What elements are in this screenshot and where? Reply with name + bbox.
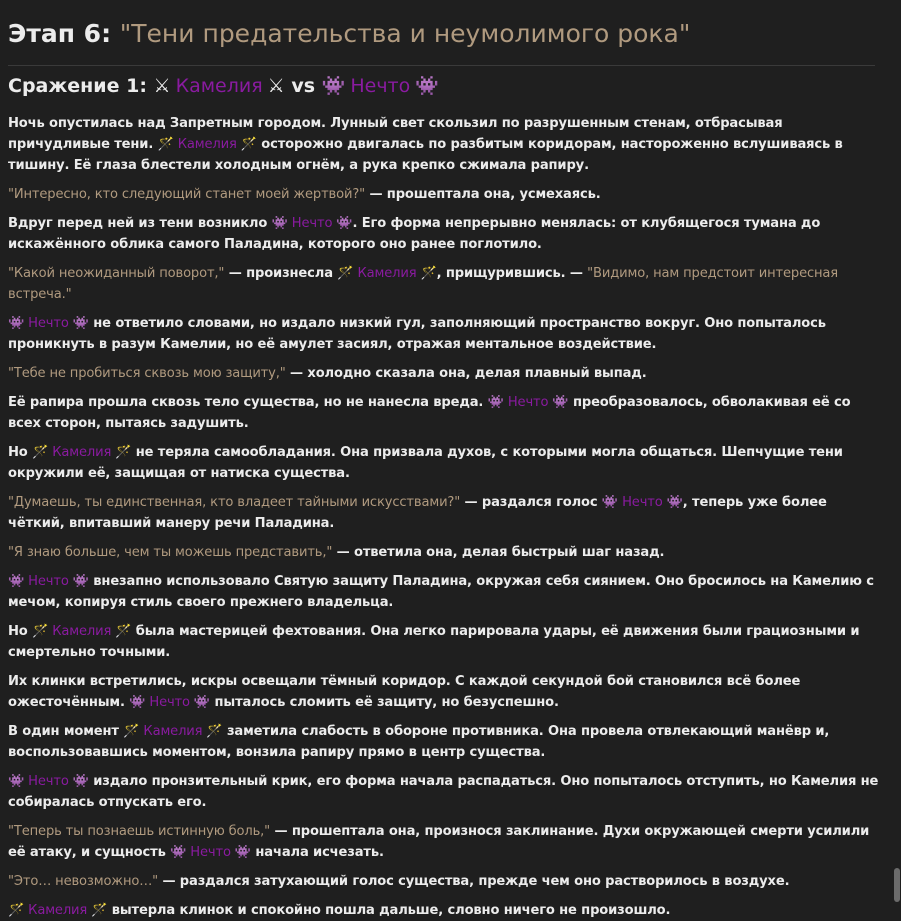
- fighter-name-b: Нечто: [350, 75, 411, 97]
- narration-text: — раздался затухающий голос существа, прежде чем оно растворилось в воздухе.: [158, 874, 790, 889]
- story-paragraph: [8, 442, 883, 484]
- alien-monster-icon: 👾: [271, 216, 288, 231]
- alien-monster-icon: 👾: [666, 495, 683, 510]
- alien-monster-icon: 👾: [72, 774, 89, 789]
- alien-monster-icon: 👾: [8, 316, 25, 331]
- alien-monster-icon: 👾: [72, 574, 89, 589]
- alien-monster-icon: 👾: [129, 695, 146, 710]
- narration-text: Их клинки встретились, искры освещали тёмный коридор. С каждой секундой бой становился всё более ожесточённым.: [8, 674, 801, 710]
- narration-text: . Его форма непрерывно менялась: от клубящегося тумана до искажённого облика самого Паладина, которого оно ранее поглотило.: [8, 216, 821, 252]
- wand-icon: 🪄: [206, 724, 223, 739]
- narration-text: — произнесла: [224, 266, 338, 281]
- narration-text: заметила слабость в обороне противника. Она провела отвлекающий манёвр и, воспользовавшись моментом, вонзила рапиру прямо в центр существа.: [8, 724, 830, 760]
- scrollbar-track[interactable]: [893, 0, 901, 914]
- character-name: Нечто: [287, 216, 337, 231]
- dialogue-quote: "Интересно, кто следующий станет моей жертвой?": [8, 187, 366, 202]
- versus-label: vs: [291, 75, 316, 97]
- alien-monster-icon: 👾: [487, 395, 504, 410]
- alien-monster-icon: 👾: [552, 395, 569, 410]
- character-name: Нечто: [24, 774, 73, 789]
- character-name: Нечто: [145, 695, 194, 710]
- narration-text: преобразовалось, обволакивая её со всех сторон, пытаясь задушить.: [8, 395, 851, 431]
- character-name: Нечто: [24, 316, 73, 331]
- dialogue-quote: "Я знаю больше, чем ты можешь представить,": [8, 545, 333, 560]
- narration-text: — ответила она, делая быстрый шаг назад.: [332, 545, 665, 560]
- narration-text: — раздался голос: [460, 495, 602, 510]
- wand-icon: 🪄: [8, 903, 25, 918]
- wand-icon: 🪄: [91, 903, 108, 918]
- dialogue-quote: "Это… невозможно…": [8, 874, 159, 889]
- wand-icon: 🪄: [115, 445, 132, 460]
- story-paragraph: [8, 213, 883, 255]
- narration-text: — прошептала она, усмехаясь.: [365, 187, 601, 202]
- story-paragraph: [8, 363, 883, 384]
- alien-monster-icon: 👾: [601, 495, 619, 510]
- story-paragraph: [8, 571, 883, 613]
- story-paragraph: [8, 313, 883, 355]
- narration-text: не теряла самообладания. Она призвала духов, с которыми могла общаться. Шепчущие тени окружили её, защищая от натиска существа.: [8, 445, 843, 481]
- story-paragraph: [8, 113, 883, 176]
- wand-icon: 🪄: [115, 624, 132, 639]
- story-paragraph: [8, 492, 883, 534]
- wand-icon: 🪄: [240, 137, 257, 152]
- scrollbar-thumb[interactable]: [894, 868, 900, 902]
- character-name: Камелия: [24, 903, 92, 918]
- alien-monster-icon: 👾: [193, 695, 211, 710]
- fighter-name-a: Камелия: [175, 75, 263, 97]
- narration-text: Ночь опустилась над Запретным городом. Лунный свет скользил по разрушенным стенам, отбрасывая причудливые тени.: [8, 116, 783, 152]
- character-name: Нечто: [24, 574, 73, 589]
- story-paragraph: [8, 721, 883, 763]
- narration-text: В один момент: [8, 724, 124, 739]
- story-paragraph: [8, 671, 883, 713]
- divider: [8, 65, 875, 66]
- character-name: Нечто: [618, 495, 667, 510]
- narration-text: осторожно двигалась по разбитым коридорам, настороженно вслушиваясь в тишину. Её глаза блестели холодным огнём, а рука крепко сжимала рапиру.: [8, 137, 843, 173]
- story-paragraph: [8, 392, 883, 434]
- dialogue-quote: "Теперь ты познаешь истинную боль,": [8, 824, 271, 839]
- story-paragraph: [8, 621, 883, 663]
- narration-text: Но: [8, 624, 33, 639]
- dialogue-quote: "Тебе не пробиться сквозь мою защиту,": [8, 366, 286, 381]
- wand-icon: 🪄: [420, 266, 437, 281]
- story-paragraph: [8, 871, 883, 892]
- wand-icon: 🪄: [123, 724, 140, 739]
- character-name: Камелия: [353, 266, 421, 281]
- character-name: Камелия: [48, 445, 116, 460]
- character-name: Нечто: [503, 395, 553, 410]
- narration-text: — холодно сказала она, делая плавный выпад.: [285, 366, 647, 381]
- wand-icon: 🪄: [32, 624, 49, 639]
- wand-icon: ⚔: [153, 75, 171, 97]
- character-name: Нечто: [186, 845, 235, 860]
- narration-text: , теперь уже более чёткий, впитавший манеру речи Паладина.: [8, 495, 827, 531]
- wand-icon: 🪄: [337, 266, 354, 281]
- story-paragraph: [8, 900, 883, 921]
- alien-monster-icon: 👾: [415, 75, 439, 97]
- wand-icon: 🪄: [32, 445, 49, 460]
- story-paragraph: [8, 771, 883, 813]
- stage-title-quote: "Тени предательства и неумолимого рока": [119, 19, 691, 48]
- alien-monster-icon: 👾: [8, 774, 25, 789]
- battle-heading: [8, 69, 883, 103]
- battle-prefix: Сражение 1:: [8, 75, 154, 97]
- alien-monster-icon: 👾: [72, 316, 89, 331]
- narration-text: была мастерицей фехтования. Она легко парировала удары, её движения были грациозными и смертельно точными.: [8, 624, 860, 660]
- stage-title: [8, 14, 883, 54]
- alien-monster-icon: 👾: [8, 574, 25, 589]
- alien-monster-icon: 👾: [234, 845, 251, 860]
- story-paragraph: [8, 184, 883, 205]
- stage-title-prefix: Этап 6:: [8, 19, 120, 48]
- story-paragraph: [8, 263, 883, 305]
- character-name: Камелия: [48, 624, 116, 639]
- alien-monster-icon: 👾: [321, 75, 346, 97]
- narration-text: — прошептала она, произнося заклинание. Духи окружающей смерти усилили её атаку, и сущность: [8, 824, 870, 860]
- narration-text: пыталось сломить её защиту, но безуспешно.: [210, 695, 559, 710]
- narration-text: внезапно использовало Святую защиту Паладина, окружая себя сиянием. Оно бросилось на Камелию с мечом, копируя стиль своего прежнего владельца.: [8, 574, 874, 610]
- narration-text: вытерла клинок и спокойно пошла дальше, словно ничего не произошло.: [107, 903, 671, 918]
- narration-text: начала исчезать.: [251, 845, 384, 860]
- wand-icon: ⚔: [267, 75, 285, 97]
- dialogue-quote: "Какой неожиданный поворот,": [8, 266, 225, 281]
- narration-text: , прищурившись. —: [436, 266, 588, 281]
- narration-text: не ответило словами, но издало низкий гул, заполняющий пространство вокруг. Оно попыталось проникнуть в разум Камелии, но её амулет засиял, отражая ментальное воздействие.: [8, 316, 826, 352]
- character-name: Камелия: [173, 137, 241, 152]
- story-paragraphs: [8, 113, 883, 921]
- narration-text: Её рапира прошла сквозь тело существа, но не нанесла вреда.: [8, 395, 488, 410]
- alien-monster-icon: 👾: [336, 216, 353, 231]
- alien-monster-icon: 👾: [170, 845, 187, 860]
- narration-text: Но: [8, 445, 33, 460]
- wand-icon: 🪄: [157, 137, 174, 152]
- story-paragraph: [8, 821, 883, 863]
- narration-text: Вдруг перед ней из тени возникло: [8, 216, 272, 231]
- story-paragraph: [8, 542, 883, 563]
- dialogue-quote: "Думаешь, ты единственная, кто владеет тайными искусствами?": [8, 495, 461, 510]
- dialogue-quote: "Видимо, нам предстоит интересная встреча.": [8, 266, 839, 302]
- character-name: Камелия: [139, 724, 207, 739]
- narration-text: издало пронзительный крик, его форма начала распадаться. Оно попыталось отступить, но Камелия не собиралась отпускать его.: [8, 774, 879, 810]
